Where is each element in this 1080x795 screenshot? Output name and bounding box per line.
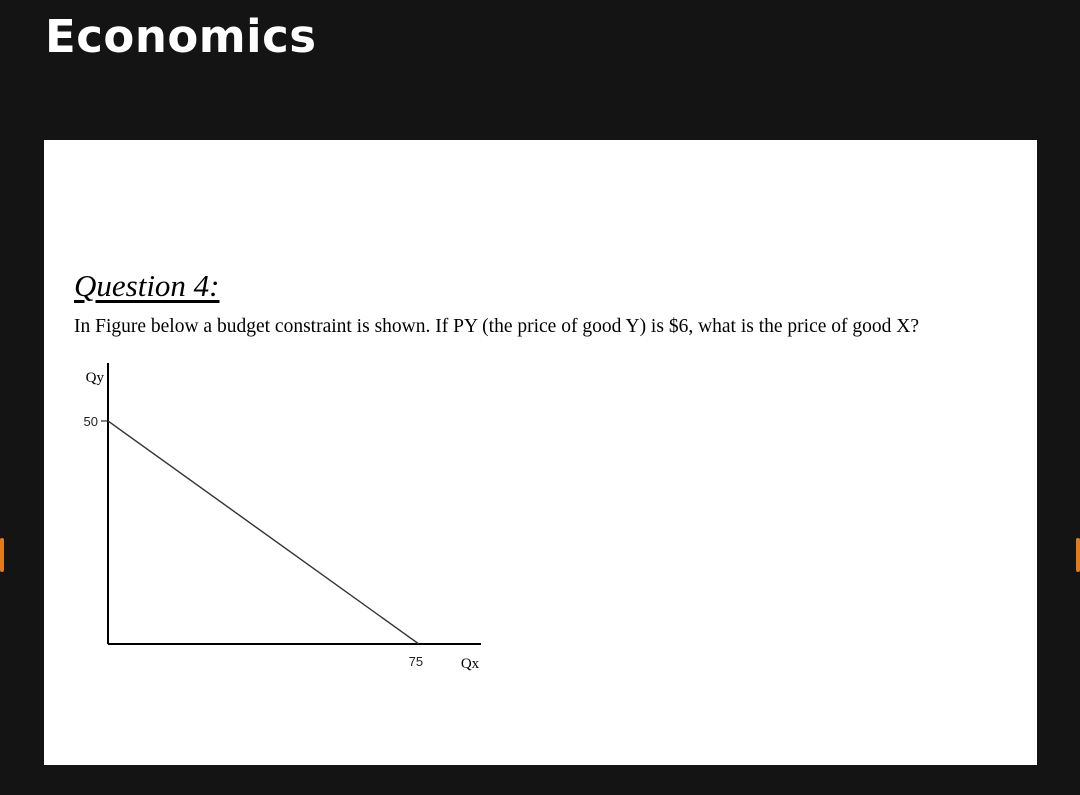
question-text: In Figure below a budget constraint is shown. If PY (the price of good Y) is $6, what is the price of good X?	[74, 316, 920, 337]
budget-constraint-figure	[44, 140, 1037, 765]
question-heading: Question 4:	[74, 268, 220, 303]
question-image	[44, 140, 1037, 765]
x-tick-label-75: 75	[408, 654, 424, 669]
y-axis-label: Qy	[85, 370, 104, 386]
x-axis-label: Qx	[460, 656, 480, 672]
y-tick-label-50: 50	[83, 413, 98, 429]
budget-line	[108, 421, 419, 644]
right-edge-accent	[1076, 538, 1080, 572]
subject-title: Economics	[45, 10, 317, 63]
left-edge-accent	[0, 538, 4, 572]
